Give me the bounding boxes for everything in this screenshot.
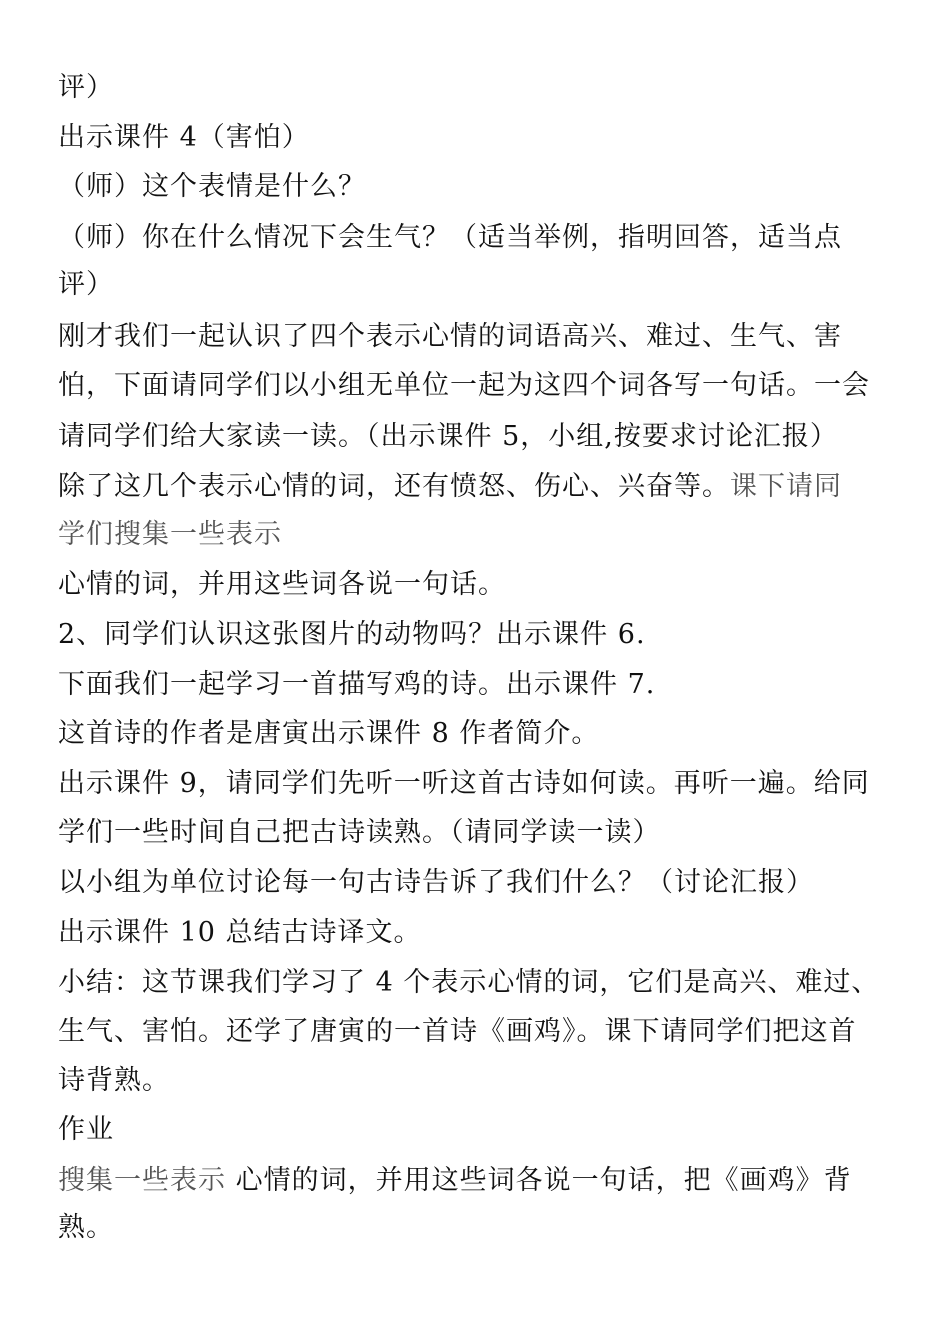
text-line: [58, 366, 898, 406]
text-segment: 作业: [58, 1114, 114, 1145]
text-line: [58, 813, 898, 853]
text-line: [58, 467, 898, 507]
text-line: [58, 963, 898, 1003]
text-line: [58, 1110, 898, 1150]
text-segment: 生气、害怕。还学了唐寅的一首诗《画鸡》。课下请同学们把这首: [58, 1016, 857, 1047]
text-segment: 评）: [58, 72, 114, 103]
text-line: [58, 764, 898, 804]
text-segment: 课下请同: [730, 471, 842, 502]
text-segment: 熟。: [58, 1212, 114, 1243]
text-segment: 出示课件 4（害怕）: [58, 122, 310, 153]
text-segment: 搜集一些表示: [58, 1165, 236, 1196]
text-line: [58, 714, 898, 754]
text-segment: 心情的词，并用这些词各说一句话。: [58, 569, 506, 600]
text-line: [58, 1208, 898, 1248]
text-line: [58, 515, 898, 555]
text-segment: 出示课件 9，请同学们先听一听这首古诗如何读。再听一遍。给同: [58, 768, 870, 799]
text-segment: 评）: [58, 269, 114, 300]
text-segment: 怕，下面请同学们以小组无单位一起为这四个词各写一句话。一会: [58, 370, 870, 401]
text-segment: 这首诗的作者是唐寅出示课件 8 作者简介。: [58, 718, 600, 749]
text-segment: 下面我们一起学习一首描写鸡的诗。出示课件 7.: [58, 669, 656, 700]
text-segment: 2、同学们认识这张图片的动物吗？出示课件 6.: [58, 619, 646, 650]
text-segment: 刚才我们一起认识了四个表示心情的词语高兴、难过、生气、害: [58, 321, 842, 352]
text-line: [58, 417, 898, 457]
text-line: [58, 565, 898, 605]
text-segment: 学们搜集一些表示: [58, 519, 282, 550]
text-segment: 请同学们给大家读一读。（出示课件 5，小组,按要求讨论汇报）: [58, 421, 838, 452]
text-line: [58, 118, 898, 158]
text-segment: 心情的词，并用这些词各说一句话，把《画鸡》背: [235, 1165, 852, 1196]
text-segment: 诗背熟。: [58, 1065, 170, 1096]
text-line: [58, 317, 898, 357]
text-line: [58, 665, 898, 705]
text-line: [58, 1061, 898, 1101]
text-segment: 出示课件 10 总结古诗译文。: [58, 917, 422, 948]
text-line: [58, 615, 898, 655]
text-segment: 小结：这节课我们学习了 4 个表示心情的词，它们是高兴、难过、: [58, 967, 880, 998]
text-line: [58, 68, 898, 108]
text-line: [58, 1012, 898, 1052]
text-line: [58, 265, 898, 305]
text-segment: 除了这几个表示心情的词，还有愤怒、伤心、兴奋等。: [58, 471, 730, 502]
text-segment: （师）你在什么情况下会生气？（适当举例，指明回答，适当点: [58, 222, 842, 253]
text-line: [58, 863, 898, 903]
text-line: [58, 167, 898, 207]
text-line: [58, 913, 898, 953]
text-segment: 以小组为单位讨论每一句古诗告诉了我们什么？（讨论汇报）: [58, 867, 814, 898]
text-line: [58, 1161, 898, 1201]
text-segment: （师）这个表情是什么？: [58, 171, 366, 202]
text-segment: 学们一些时间自己把古诗读熟。（请同学读一读）: [58, 817, 661, 848]
text-line: [58, 218, 898, 258]
